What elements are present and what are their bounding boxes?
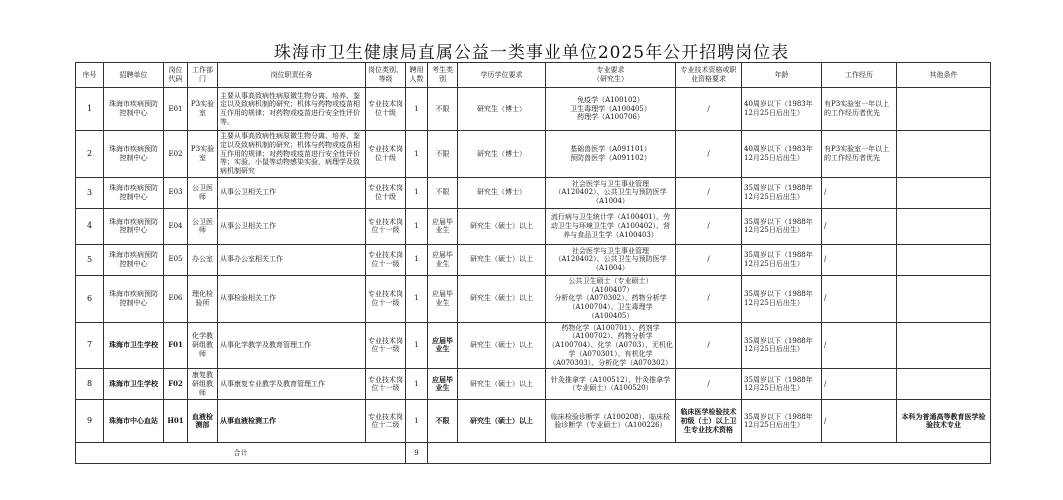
table-cell: / xyxy=(676,275,742,322)
table-cell: 应届毕业生 xyxy=(428,322,458,369)
table-cell: E02 xyxy=(164,131,188,178)
table-cell: 珠海市疾病预防控制中心 xyxy=(104,88,164,131)
table-cell: 1 xyxy=(406,244,428,275)
table-cell: 专业技术岗位十一级 xyxy=(366,369,406,400)
table-cell: 1 xyxy=(406,275,428,322)
table-cell: 从事化学教学及教育管理工作 xyxy=(218,322,366,369)
table-cell: 康复教研组教师 xyxy=(188,369,218,400)
table-cell: 1 xyxy=(76,88,104,131)
table-cell: 研究生（硕士）以上 xyxy=(458,322,546,369)
table-cell: 研究生（硕士）以上 xyxy=(458,369,546,400)
table-row xyxy=(76,208,991,244)
table-cell: 专业技术岗位十一级 xyxy=(366,275,406,322)
recruitment-table xyxy=(75,62,991,464)
table-cell: 药物化学（A100701）、药剂学（A100702）、药物分析学（A100704）、化学（A0703）、无机化学（A070301）、有机化学（A070303）、分析化学（A070302） xyxy=(546,322,676,369)
table-cell: 应届毕业生 xyxy=(428,275,458,322)
table-cell: 研究生（硕士）以上 xyxy=(458,244,546,275)
table-row xyxy=(76,369,991,400)
table-cell: 不限 xyxy=(428,88,458,131)
table-cell: H01 xyxy=(164,400,188,443)
table-cell: 研究生（博士） xyxy=(458,177,546,208)
table-cell: 珠海市疾病预防控制中心 xyxy=(104,244,164,275)
table-cell: 研究生（硕士）以上 xyxy=(458,275,546,322)
table-cell: 化学教研组教师 xyxy=(188,322,218,369)
table-cell: 1 xyxy=(406,177,428,208)
table-cell xyxy=(897,131,991,178)
table-cell: E01 xyxy=(164,88,188,131)
total-row xyxy=(76,443,991,464)
table-cell: 主要从事高致病性病原微生物分离、培养、鉴定以及致病机制的研究；机体与药物或疫苗相互作用的规律；对药物或疫苗进行安全性评价等；实验、小鼠等动物感染实验，病理学及致病机制研究 xyxy=(218,131,366,178)
table-cell: P3实验室 xyxy=(188,131,218,178)
table-cell: 理化检验所 xyxy=(188,275,218,322)
table-row xyxy=(76,400,991,443)
column-header: 专业技术资格或职业资格要求 xyxy=(676,63,742,88)
table-cell: 专业技术岗位十一级 xyxy=(366,244,406,275)
table-cell: 珠海市卫生学校 xyxy=(104,322,164,369)
table-cell: 社会医学与卫生事业管理（A120402）、公共卫生与预防医学（A1004） xyxy=(546,177,676,208)
table-row xyxy=(76,275,991,322)
table-cell: 从事血液检测工作 xyxy=(218,400,366,443)
table-cell: 研究生（硕士）以上 xyxy=(458,208,546,244)
table-cell xyxy=(897,88,991,131)
table-cell: 1 xyxy=(406,88,428,131)
table-cell: / xyxy=(822,400,897,443)
table-cell: 研究生（博士） xyxy=(458,131,546,178)
table-row xyxy=(76,88,991,131)
table-cell: 专业技术岗位十级 xyxy=(366,88,406,131)
table-cell: 研究生（硕士）以上 xyxy=(458,400,546,443)
table-cell: 1 xyxy=(406,322,428,369)
table-cell: 1 xyxy=(406,131,428,178)
table-cell: 不限 xyxy=(428,400,458,443)
table-cell: 35周岁以下（1988年12月25日后出生） xyxy=(742,177,822,208)
table-cell: 5 xyxy=(76,244,104,275)
table-cell: 专业技术岗位十级 xyxy=(366,177,406,208)
table-cell: 流行病与卫生统计学（A100401）、劳动卫生与环境卫生学（A100402）、营养与食品卫生学（A100403） xyxy=(546,208,676,244)
table-cell: 35周岁以下（1988年12月25日后出生） xyxy=(742,400,822,443)
table-cell: 专业技术岗位十一级 xyxy=(366,208,406,244)
table-cell: / xyxy=(676,244,742,275)
table-cell: 不限 xyxy=(428,177,458,208)
table-row xyxy=(76,322,991,369)
table-cell: / xyxy=(676,369,742,400)
table-cell: 不限 xyxy=(428,131,458,178)
table-cell: 从事公卫相关工作 xyxy=(218,208,366,244)
table-cell: F02 xyxy=(164,369,188,400)
table-cell: / xyxy=(822,244,897,275)
table-cell: 1 xyxy=(406,400,428,443)
table-cell: 40周岁以下（1983年12月25日后出生） xyxy=(742,88,822,131)
column-header: 岗位代码 xyxy=(164,63,188,88)
table-cell: 7 xyxy=(76,322,104,369)
table-cell: E06 xyxy=(164,275,188,322)
table-cell: E05 xyxy=(164,244,188,275)
table-cell: 1 xyxy=(406,369,428,400)
table-row xyxy=(76,131,991,178)
table-cell: 从事办公室相关工作 xyxy=(218,244,366,275)
table-cell: 从事公卫相关工作 xyxy=(218,177,366,208)
table-cell: F01 xyxy=(164,322,188,369)
total-label: 合计 xyxy=(76,443,406,464)
table-cell: / xyxy=(676,208,742,244)
table-cell: 应届毕业生 xyxy=(428,208,458,244)
page-title: 珠海市卫生健康局直属公益一类事业单位2025年公开招聘岗位表 xyxy=(273,43,790,63)
column-header: 工作经历 xyxy=(822,63,897,88)
column-header: 聘用人数 xyxy=(406,63,428,88)
table-cell: 35周岁以下（1988年12月25日后出生） xyxy=(742,322,822,369)
table-cell: 35周岁以下（1988年12月25日后出生） xyxy=(742,275,822,322)
table-cell: 免疫学（A100102） 卫生毒理学（A100405） 药理学（A100706） xyxy=(546,88,676,131)
table-cell: 应届毕业生 xyxy=(428,244,458,275)
table-cell: 本科为普通高等教育医学检验技术专业 xyxy=(897,400,991,443)
table-cell: / xyxy=(822,369,897,400)
table-cell: 2 xyxy=(76,131,104,178)
table-cell: / xyxy=(676,131,742,178)
column-header: 其他条件 xyxy=(897,63,991,88)
table-cell: 有P3实验室一年以上的工作经历者优先 xyxy=(822,131,897,178)
table-cell: 公卫医师 xyxy=(188,208,218,244)
table-cell: 临床医学检验技术初级（士）以上卫生专业技术资格 xyxy=(676,400,742,443)
column-header: 招聘单位 xyxy=(104,63,164,88)
table-cell: / xyxy=(822,322,897,369)
table-cell: 专业技术岗位十二级 xyxy=(366,400,406,443)
table-cell: 珠海市卫生学校 xyxy=(104,369,164,400)
table-cell: 35周岁以下（1988年12月25日后出生） xyxy=(742,369,822,400)
table-cell: 35周岁以下（1988年12月25日后出生） xyxy=(742,208,822,244)
table-cell: 9 xyxy=(76,400,104,443)
table-cell: / xyxy=(676,322,742,369)
column-header: 岗位职责任务 xyxy=(218,63,366,88)
table-cell: 4 xyxy=(76,208,104,244)
table-cell: 基础兽医学（A091101） 预防兽医学（A091102） xyxy=(546,131,676,178)
table-cell xyxy=(897,275,991,322)
table-cell xyxy=(897,208,991,244)
table-cell: 公共卫生硕士（专业硕士）（A100407） 分析化学（A070302）、药物分析学（A100704）、卫生毒理学（A100405） xyxy=(546,275,676,322)
column-header: 考生类别 xyxy=(428,63,458,88)
table-cell: / xyxy=(822,177,897,208)
table-cell: 从事检验相关工作 xyxy=(218,275,366,322)
table-cell: 8 xyxy=(76,369,104,400)
table-cell: 6 xyxy=(76,275,104,322)
table-row xyxy=(76,177,991,208)
table-cell: 研究生（博士） xyxy=(458,88,546,131)
table-cell: 珠海市疾病预防控制中心 xyxy=(104,177,164,208)
column-header: 序号 xyxy=(76,63,104,88)
table-cell: 珠海市疾病预防控制中心 xyxy=(104,275,164,322)
table-cell: 社会医学与卫生事业管理（A120402）、公共卫生与预防医学（A1004） xyxy=(546,244,676,275)
table-cell: 临床检验诊断学（A100208）、临床检验诊断学（专业硕士）（A100226） xyxy=(546,400,676,443)
table-cell: 办公室 xyxy=(188,244,218,275)
table-cell: / xyxy=(676,88,742,131)
table-cell: 40周岁以下（1983年12月25日后出生） xyxy=(742,131,822,178)
table-cell: 专业技术岗位十一级 xyxy=(366,322,406,369)
column-header: 岗位类别、等级 xyxy=(366,63,406,88)
table-cell: 珠海市中心血站 xyxy=(104,400,164,443)
table-cell: 应届毕业生 xyxy=(428,369,458,400)
table-cell: 血液检测部 xyxy=(188,400,218,443)
table-cell: 35周岁以下（1988年12月25日后出生） xyxy=(742,244,822,275)
table-cell: E03 xyxy=(164,177,188,208)
table-cell: 专业技术岗位十级 xyxy=(366,131,406,178)
table-cell: 3 xyxy=(76,177,104,208)
total-empty xyxy=(428,443,991,464)
table-cell: P3实验室 xyxy=(188,88,218,131)
total-value: 9 xyxy=(406,443,428,464)
column-header: 工作部门 xyxy=(188,63,218,88)
table-cell xyxy=(897,369,991,400)
table-cell: 从事康复专业教学及教育管理工作 xyxy=(218,369,366,400)
column-header: 年龄 xyxy=(742,63,822,88)
table-cell: / xyxy=(676,177,742,208)
table-cell: 1 xyxy=(406,208,428,244)
header-row xyxy=(76,63,991,88)
table-row xyxy=(76,244,991,275)
table-cell: / xyxy=(822,208,897,244)
table-cell: / xyxy=(822,275,897,322)
table-cell: 主要从事高致病性病原微生物分离、培养、鉴定以及致病机制的研究；机体与药物或疫苗相互作用的规律；对药物或疫苗进行安全性评价等。 xyxy=(218,88,366,131)
table-cell: 公卫医师 xyxy=(188,177,218,208)
table-cell xyxy=(897,177,991,208)
column-header: 专业要求 （研究生） xyxy=(546,63,676,88)
table-cell: 珠海市疾病预防控制中心 xyxy=(104,208,164,244)
table-cell: 针灸推拿学（A100512）、针灸推拿学（专业硕士）（A100520） xyxy=(546,369,676,400)
table-cell: 珠海市疾病预防控制中心 xyxy=(104,131,164,178)
table-cell xyxy=(897,244,991,275)
table-cell xyxy=(897,322,991,369)
table-cell: E04 xyxy=(164,208,188,244)
column-header: 学历学位要求 xyxy=(458,63,546,88)
table-cell: 有P3实验室一年以上的工作经历者优先 xyxy=(822,88,897,131)
